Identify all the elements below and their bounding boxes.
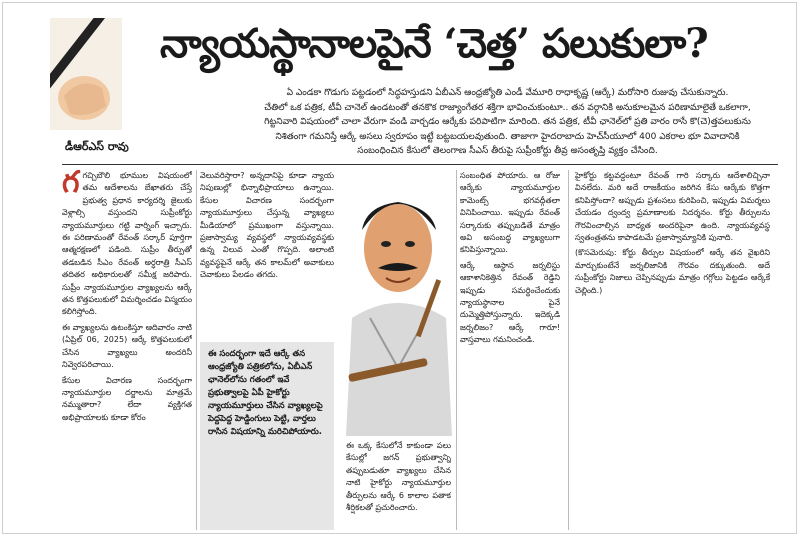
article-column-2 [200,170,334,340]
paragraph: ఆర్కే ఆస్థాన జర్నలిస్టు ఆకాశానికెత్తిన రేవంత్‌ రెడ్డిని ఇప్పుడు సమర్థించేందుకు న్యాయస్థానాల పైనే దుమ్మెత్తిపోస్తున్నారు. ఇదెక్కడి జర్నలిజం? ఆర్కే గారూ! వాస్తవాలు గమనించండి. [460,260,560,345]
article-column-1 [62,170,192,530]
paragraph: (కొసమెరుపు: కోర్టు తీర్పుల విషయంలో ఆర్కే తన వైఖరిని మార్చుకుంటేనే జర్నలిజానికి గౌరవం దక్కుతుంది. అదే సుప్రీంకోర్టు నిజాలు చెప్పినప్పుడు మాత్రం గగ్గోలు పెట్టడం ఆర్కేకే చెల్లింది.) [575,248,770,295]
column-rule [196,170,197,530]
column-rule [456,170,457,530]
paragraph: హైకోర్టు కట్టవద్దంటూ రేవంత్‌ గారి సర్కారు ఆదేశాలిచ్చినా వినలేదు. మరి అదే రాజకీయం జరిగిన కేసు ఆర్కేకు కొత్తగా కనిపిస్తోందా? అప్పుడు ప్రశంసలు కురిపించి, ఇప్పుడు విమర్శలు చేయడం ద్వంద్వ ప్రమాణాలకు నిదర్శనం. కోర్టు తీర్పులను గౌరవించాల్సిన బాధ్యత అందరిపైనా ఉంది. న్యాయవ్యవస్థ స్వతంత్రతను కాపాడటమే ప్రజాస్వామ్యానికి పునాది. [575,171,770,243]
article-column-5 [575,170,770,530]
paragraph: సంబంధిత పోయారు. ఆ రోజు ఆర్కేకు న్యాయమూర్తుల కామెంట్స్‌ భగవద్గీతలా వినిపించాయి. ఇప్పుడు రేవంత్‌ సర్కారుకు తప్పుబడితే మాత్రం అవి అసంబద్ధ వ్యాఖ్యలుగా కనిపిస్తున్నాయి. [460,171,560,255]
paragraph: ఈ ఒక్క కేసులోనే కాకుండా పలు కేసుల్లో జగన్‌ ప్రభుత్వాన్ని తప్పుబడుతూ వ్యాఖ్యలు చేసిన నాటి హైకోర్టు న్యాయమూర్తుల తీర్పులను ఆర్కే 6 కాలాల పతాక శీర్షికలతో ప్రచురించారు. [346,441,451,513]
paragraph: గచ్చిబౌలి భూముల విషయంలో తమ ఆదేశాలను బేఖాతరు చేస్తే ప్రభుత్వ ప్రధాన కార్యదర్శి జైలుకు వెళ్లాల్సి వస్తుందని సుప్రీంకోర్టు న్యాయమూర్తులు గట్టి వార్నింగ్‌ ఇచ్చారు. ఈ పరిణామంతో రేవంత్‌ సర్కార్‌ పూర్తిగా ఆత్మరక్షణలో పడింది. సుప్రీం తీర్పుతో తడబడిన సీఎం రేవంత్‌ అర్ధరాత్రి సీఎస్‌ తదితర అధికారులతో సమీక్ష జరిపారు. సుప్రీం న్యాయమూర్తుల వ్యాఖ్యలను ఆర్కే తన కొత్తపలుకులో విమర్శించడం విస్మయం కలిగిస్తోంది. [62,171,192,317]
caricature-illustration [342,168,454,436]
paragraph: ఈ వ్యాఖ్యలను ఉటంకిస్తూ ఆదివారం నాటి (ఏప్రిల్‌ 06, 2025) ఆర్కే కొత్తపలుకులో చేసిన వ్యాఖ్యలు అందరినీ నివ్వెరపరిచాయి. [62,322,192,370]
standfirst-line: నిశితంగా గమనిస్తే ఆర్కే అసలు స్వరూపం ఇట్టే బట్టబయలవుతుంది. తాజాగా హైదరాబాదు హెచ్‌సీయూలో 400 ఎకరాల భూ వివాదానికి [275,131,740,142]
article-column-4 [460,170,560,525]
section-divider [62,164,778,165]
author-byline: డీఆర్‌ఎస్‌ రావు [65,140,129,153]
standfirst-line: సంబంధించిన కేసులో తెలంగాణ సీఎస్‌ తీరుపై సుప్రీంకోర్టు తీవ్ర అసంతృప్తి వ్యక్తం చేసింది. [357,146,658,156]
standfirst-line: గిట్టనివారి విషయంలో చాలా వేరుగా వండి వార్చడం ఆర్కేకు పరిపాటిగా మారింది. తన పత్రిక, టీవీ ఛానెల్‌లో ప్రతి వారం రాసే కొ(చె)త్తపలుకును [264,117,751,127]
hand-writing-pen-image [50,18,122,130]
drop-cap: గ [62,170,80,200]
standfirst-line: చేతిలో ఒక పత్రిక, టీవీ చానెల్‌ ఉండటంతో తనకొక రాజ్యాంగేతర శక్తిగా భావించుకుంటూ.. తన వర్గానికి అనుకూలమైన పరిణామాలైతే ఒకలాగా, [264,102,751,113]
standfirst-line: ఏ ఎండకా గొడుగు పట్టడంలో సిద్ధహస్తుడని ఏబీఎన్‌ ఆంధ్రజ్యోతి ఎండీ వేమూరి రాధాకృష్ణ (ఆర్కే) మరోసారి రుజువు చేసుకున్నారు. [286,88,729,98]
paragraph: కేసుల విచారణ సందర్భంగా న్యాయమూర్తుల దర్జాలను మాత్రమే నమ్ముతారా? లేదా వ్యక్తిగత అభిప్రాయాలకు కూడా కోరం [62,375,192,422]
pull-quote-box [200,342,334,530]
paragraph: వెలువరిస్తారా? అన్నదానిపై కూడా న్యాయ నిపుణుల్లో భిన్నాభిప్రాయాలు ఉన్నాయి. కేసుల విచారణ సందర్భంగా న్యాయమూర్తులు చేస్తున్న వ్యాఖ్యలు మీడియాలో ప్రముఖంగా వస్తున్నాయి. ప్రజాస్వామ్య వ్యవస్థలో న్యాయవ్యవస్థకు ఉన్న విలువ ఎంతో గొప్పది. అలాంటి వ్యవస్థపైనే ఆర్కే తన కాలమ్‌లో అవాకులు చెవాకులు పేలడం తగదు. [200,171,334,280]
headline: న్యాయస్థానాలపైనే ‘చెత్త’ పలుకులా? [160,20,708,67]
article-column-3 [346,440,451,530]
standfirst [240,86,775,159]
pull-quote-text: ఈ సందర్భంగా ఇదే ఆర్కే తన ఆంధ్రజ్యోతి పత్రికలోను, ఏబీఎన్‌ ఛానెల్‌లోను గతంలో ఇవే ప్రభుత్వాలపై ఏపీ హైకోర్టు న్యాయమూర్తులు చేసిన వ్యాఖ్యలపై పెద్దపెద్ద హెడ్డింగులు పెట్టి, వార్తలు రాసిన విషయాన్ని మరిచిపోయారు. [208,349,323,437]
column-rule [568,170,569,530]
